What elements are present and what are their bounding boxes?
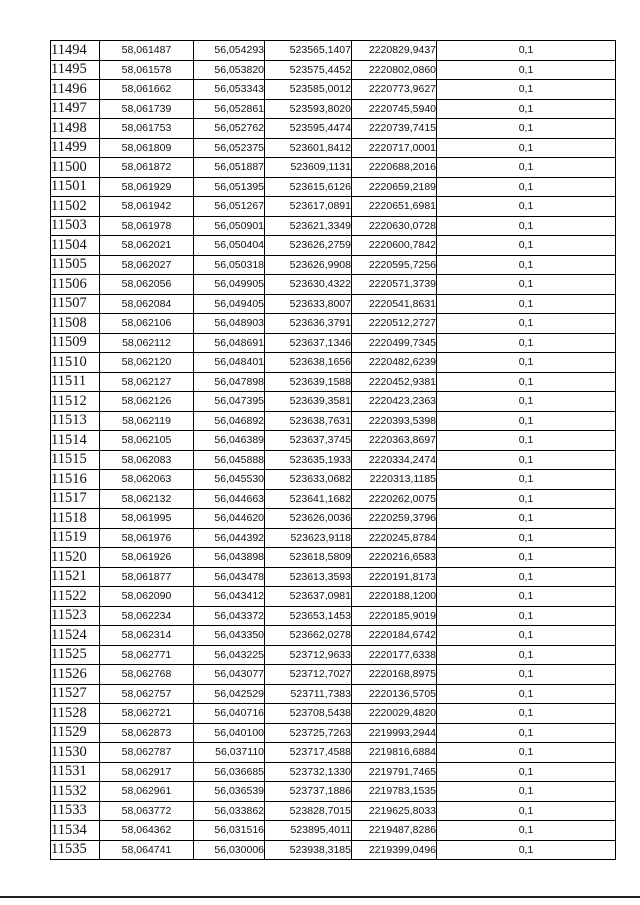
y-coordinate-cell: 2220029,4820 xyxy=(352,704,437,724)
table-row xyxy=(51,275,616,295)
longitude-cell: 56,050404 xyxy=(194,236,265,256)
latitude-cell: 58,062787 xyxy=(100,743,194,763)
table-row xyxy=(51,372,616,392)
point-number-cell: 11515 xyxy=(51,450,100,470)
x-coordinate-cell: 523626,0036 xyxy=(265,509,352,529)
x-coordinate-cell: 523712,7027 xyxy=(265,665,352,685)
x-coordinate-cell: 523828,7015 xyxy=(265,801,352,821)
table-row xyxy=(51,255,616,275)
longitude-cell: 56,043225 xyxy=(194,645,265,665)
longitude-cell: 56,048401 xyxy=(194,353,265,373)
accuracy-cell: 0,1 xyxy=(437,743,616,763)
x-coordinate-cell: 523626,9908 xyxy=(265,255,352,275)
accuracy-cell: 0,1 xyxy=(437,255,616,275)
y-coordinate-cell: 2219791,7465 xyxy=(352,762,437,782)
latitude-cell: 58,061753 xyxy=(100,119,194,139)
x-coordinate-cell: 523595,4474 xyxy=(265,119,352,139)
point-number-cell: 11534 xyxy=(51,821,100,841)
point-number-cell: 11514 xyxy=(51,431,100,451)
longitude-cell: 56,050901 xyxy=(194,216,265,236)
longitude-cell: 56,051395 xyxy=(194,177,265,197)
table-row xyxy=(51,762,616,782)
x-coordinate-cell: 523617,0891 xyxy=(265,197,352,217)
accuracy-cell: 0,1 xyxy=(437,470,616,490)
x-coordinate-cell: 523593,8020 xyxy=(265,99,352,119)
accuracy-cell: 0,1 xyxy=(437,587,616,607)
latitude-cell: 58,061739 xyxy=(100,99,194,119)
longitude-cell: 56,052762 xyxy=(194,119,265,139)
x-coordinate-cell: 523623,9118 xyxy=(265,528,352,548)
table-row xyxy=(51,548,616,568)
y-coordinate-cell: 2220512,2727 xyxy=(352,314,437,334)
table-row xyxy=(51,99,616,119)
latitude-cell: 58,063772 xyxy=(100,801,194,821)
accuracy-cell: 0,1 xyxy=(437,626,616,646)
longitude-cell: 56,054293 xyxy=(194,41,265,61)
longitude-cell: 56,043372 xyxy=(194,606,265,626)
point-number-cell: 11505 xyxy=(51,255,100,275)
point-number-cell: 11507 xyxy=(51,294,100,314)
table-row xyxy=(51,392,616,412)
table-row xyxy=(51,216,616,236)
accuracy-cell: 0,1 xyxy=(437,684,616,704)
y-coordinate-cell: 2220259,3796 xyxy=(352,509,437,529)
longitude-cell: 56,053343 xyxy=(194,80,265,100)
longitude-cell: 56,036685 xyxy=(194,762,265,782)
table-row xyxy=(51,119,616,139)
point-number-cell: 11504 xyxy=(51,236,100,256)
table-row xyxy=(51,528,616,548)
point-number-cell: 11496 xyxy=(51,80,100,100)
table-row xyxy=(51,177,616,197)
x-coordinate-cell: 523737,1886 xyxy=(265,782,352,802)
latitude-cell: 58,062721 xyxy=(100,704,194,724)
x-coordinate-cell: 523630,4322 xyxy=(265,275,352,295)
point-number-cell: 11513 xyxy=(51,411,100,431)
point-number-cell: 11495 xyxy=(51,60,100,80)
y-coordinate-cell: 2219625,8033 xyxy=(352,801,437,821)
table-row xyxy=(51,645,616,665)
y-coordinate-cell: 2220802,0860 xyxy=(352,60,437,80)
y-coordinate-cell: 2220188,1200 xyxy=(352,587,437,607)
table-row xyxy=(51,80,616,100)
latitude-cell: 58,061872 xyxy=(100,158,194,178)
latitude-cell: 58,061487 xyxy=(100,41,194,61)
accuracy-cell: 0,1 xyxy=(437,606,616,626)
accuracy-cell: 0,1 xyxy=(437,333,616,353)
table-row xyxy=(51,353,616,373)
point-number-cell: 11535 xyxy=(51,840,100,860)
y-coordinate-cell: 2219783,1535 xyxy=(352,782,437,802)
point-number-cell: 11498 xyxy=(51,119,100,139)
accuracy-cell: 0,1 xyxy=(437,509,616,529)
x-coordinate-cell: 523635,1933 xyxy=(265,450,352,470)
accuracy-cell: 0,1 xyxy=(437,665,616,685)
x-coordinate-cell: 523639,1588 xyxy=(265,372,352,392)
accuracy-cell: 0,1 xyxy=(437,60,616,80)
x-coordinate-cell: 523609,1131 xyxy=(265,158,352,178)
y-coordinate-cell: 2220659,2189 xyxy=(352,177,437,197)
accuracy-cell: 0,1 xyxy=(437,119,616,139)
latitude-cell: 58,062314 xyxy=(100,626,194,646)
accuracy-cell: 0,1 xyxy=(437,704,616,724)
accuracy-cell: 0,1 xyxy=(437,353,616,373)
point-number-cell: 11509 xyxy=(51,333,100,353)
longitude-cell: 56,050318 xyxy=(194,255,265,275)
latitude-cell: 58,062768 xyxy=(100,665,194,685)
point-number-cell: 11524 xyxy=(51,626,100,646)
y-coordinate-cell: 2220245,8784 xyxy=(352,528,437,548)
point-number-cell: 11530 xyxy=(51,743,100,763)
longitude-cell: 56,053820 xyxy=(194,60,265,80)
table-row xyxy=(51,411,616,431)
longitude-cell: 56,042529 xyxy=(194,684,265,704)
x-coordinate-cell: 523725,7263 xyxy=(265,723,352,743)
latitude-cell: 58,062119 xyxy=(100,411,194,431)
table-row xyxy=(51,801,616,821)
longitude-cell: 56,052375 xyxy=(194,138,265,158)
latitude-cell: 58,062873 xyxy=(100,723,194,743)
y-coordinate-cell: 2220452,9381 xyxy=(352,372,437,392)
point-number-cell: 11499 xyxy=(51,138,100,158)
latitude-cell: 58,062084 xyxy=(100,294,194,314)
point-number-cell: 11519 xyxy=(51,528,100,548)
longitude-cell: 56,036539 xyxy=(194,782,265,802)
latitude-cell: 58,062771 xyxy=(100,645,194,665)
y-coordinate-cell: 2220363,8697 xyxy=(352,431,437,451)
y-coordinate-cell: 2220499,7345 xyxy=(352,333,437,353)
table-row xyxy=(51,450,616,470)
accuracy-cell: 0,1 xyxy=(437,314,616,334)
point-number-cell: 11516 xyxy=(51,470,100,490)
x-coordinate-cell: 523638,1656 xyxy=(265,353,352,373)
y-coordinate-cell: 2220482,6239 xyxy=(352,353,437,373)
table-row xyxy=(51,197,616,217)
latitude-cell: 58,062126 xyxy=(100,392,194,412)
accuracy-cell: 0,1 xyxy=(437,177,616,197)
accuracy-cell: 0,1 xyxy=(437,801,616,821)
latitude-cell: 58,062105 xyxy=(100,431,194,451)
accuracy-cell: 0,1 xyxy=(437,567,616,587)
table-row xyxy=(51,294,616,314)
latitude-cell: 58,062027 xyxy=(100,255,194,275)
table-row xyxy=(51,236,616,256)
latitude-cell: 58,062917 xyxy=(100,762,194,782)
point-number-cell: 11512 xyxy=(51,392,100,412)
longitude-cell: 56,040100 xyxy=(194,723,265,743)
accuracy-cell: 0,1 xyxy=(437,197,616,217)
point-number-cell: 11526 xyxy=(51,665,100,685)
point-number-cell: 11500 xyxy=(51,158,100,178)
point-number-cell: 11528 xyxy=(51,704,100,724)
table-row xyxy=(51,314,616,334)
x-coordinate-cell: 523895,4011 xyxy=(265,821,352,841)
latitude-cell: 58,062112 xyxy=(100,333,194,353)
table-row xyxy=(51,509,616,529)
table-row xyxy=(51,606,616,626)
y-coordinate-cell: 2220829,9437 xyxy=(352,41,437,61)
y-coordinate-cell: 2220191,8173 xyxy=(352,567,437,587)
accuracy-cell: 0,1 xyxy=(437,762,616,782)
longitude-cell: 56,043898 xyxy=(194,548,265,568)
accuracy-cell: 0,1 xyxy=(437,645,616,665)
latitude-cell: 58,062021 xyxy=(100,236,194,256)
latitude-cell: 58,061926 xyxy=(100,548,194,568)
x-coordinate-cell: 523585,0012 xyxy=(265,80,352,100)
longitude-cell: 56,048691 xyxy=(194,333,265,353)
table-row xyxy=(51,782,616,802)
point-number-cell: 11517 xyxy=(51,489,100,509)
table-row xyxy=(51,723,616,743)
x-coordinate-cell: 523637,1346 xyxy=(265,333,352,353)
y-coordinate-cell: 2220393,5398 xyxy=(352,411,437,431)
longitude-cell: 56,046892 xyxy=(194,411,265,431)
longitude-cell: 56,044392 xyxy=(194,528,265,548)
accuracy-cell: 0,1 xyxy=(437,99,616,119)
y-coordinate-cell: 2220630,0728 xyxy=(352,216,437,236)
point-number-cell: 11531 xyxy=(51,762,100,782)
table-row xyxy=(51,41,616,61)
longitude-cell: 56,043412 xyxy=(194,587,265,607)
y-coordinate-cell: 2220313,1185 xyxy=(352,470,437,490)
latitude-cell: 58,062757 xyxy=(100,684,194,704)
coordinates-table-body xyxy=(51,41,616,860)
accuracy-cell: 0,1 xyxy=(437,158,616,178)
x-coordinate-cell: 523712,9633 xyxy=(265,645,352,665)
longitude-cell: 56,047898 xyxy=(194,372,265,392)
point-number-cell: 11508 xyxy=(51,314,100,334)
table-row xyxy=(51,489,616,509)
accuracy-cell: 0,1 xyxy=(437,294,616,314)
table-row xyxy=(51,333,616,353)
x-coordinate-cell: 523938,3185 xyxy=(265,840,352,860)
x-coordinate-cell: 523638,7631 xyxy=(265,411,352,431)
y-coordinate-cell: 2220571,3739 xyxy=(352,275,437,295)
table-row xyxy=(51,704,616,724)
y-coordinate-cell: 2219816,6884 xyxy=(352,743,437,763)
y-coordinate-cell: 2220739,7415 xyxy=(352,119,437,139)
table-row xyxy=(51,587,616,607)
x-coordinate-cell: 523621,3349 xyxy=(265,216,352,236)
x-coordinate-cell: 523633,8007 xyxy=(265,294,352,314)
longitude-cell: 56,040716 xyxy=(194,704,265,724)
latitude-cell: 58,061877 xyxy=(100,567,194,587)
y-coordinate-cell: 2220168,8975 xyxy=(352,665,437,685)
longitude-cell: 56,049405 xyxy=(194,294,265,314)
longitude-cell: 56,046389 xyxy=(194,431,265,451)
y-coordinate-cell: 2220600,7842 xyxy=(352,236,437,256)
y-coordinate-cell: 2220745,5940 xyxy=(352,99,437,119)
table-row xyxy=(51,431,616,451)
y-coordinate-cell: 2219993,2944 xyxy=(352,723,437,743)
table-row xyxy=(51,626,616,646)
x-coordinate-cell: 523633,0682 xyxy=(265,470,352,490)
accuracy-cell: 0,1 xyxy=(437,782,616,802)
y-coordinate-cell: 2220717,0001 xyxy=(352,138,437,158)
latitude-cell: 58,062083 xyxy=(100,450,194,470)
longitude-cell: 56,048903 xyxy=(194,314,265,334)
latitude-cell: 58,062090 xyxy=(100,587,194,607)
point-number-cell: 11532 xyxy=(51,782,100,802)
latitude-cell: 58,064362 xyxy=(100,821,194,841)
latitude-cell: 58,061976 xyxy=(100,528,194,548)
y-coordinate-cell: 2220136,5705 xyxy=(352,684,437,704)
latitude-cell: 58,062106 xyxy=(100,314,194,334)
table-row xyxy=(51,138,616,158)
accuracy-cell: 0,1 xyxy=(437,392,616,412)
point-number-cell: 11518 xyxy=(51,509,100,529)
latitude-cell: 58,062056 xyxy=(100,275,194,295)
accuracy-cell: 0,1 xyxy=(437,548,616,568)
latitude-cell: 58,061809 xyxy=(100,138,194,158)
latitude-cell: 58,064741 xyxy=(100,840,194,860)
longitude-cell: 56,043077 xyxy=(194,665,265,685)
longitude-cell: 56,045888 xyxy=(194,450,265,470)
coordinates-table xyxy=(50,40,616,860)
latitude-cell: 58,061662 xyxy=(100,80,194,100)
latitude-cell: 58,061929 xyxy=(100,177,194,197)
point-number-cell: 11523 xyxy=(51,606,100,626)
y-coordinate-cell: 2220262,0075 xyxy=(352,489,437,509)
point-number-cell: 11506 xyxy=(51,275,100,295)
latitude-cell: 58,061942 xyxy=(100,197,194,217)
latitude-cell: 58,062120 xyxy=(100,353,194,373)
accuracy-cell: 0,1 xyxy=(437,528,616,548)
x-coordinate-cell: 523626,2759 xyxy=(265,236,352,256)
point-number-cell: 11521 xyxy=(51,567,100,587)
accuracy-cell: 0,1 xyxy=(437,138,616,158)
y-coordinate-cell: 2220334,2474 xyxy=(352,450,437,470)
table-row xyxy=(51,567,616,587)
accuracy-cell: 0,1 xyxy=(437,723,616,743)
point-number-cell: 11510 xyxy=(51,353,100,373)
longitude-cell: 56,052861 xyxy=(194,99,265,119)
latitude-cell: 58,062132 xyxy=(100,489,194,509)
point-number-cell: 11529 xyxy=(51,723,100,743)
table-row xyxy=(51,743,616,763)
y-coordinate-cell: 2220595,7256 xyxy=(352,255,437,275)
point-number-cell: 11520 xyxy=(51,548,100,568)
x-coordinate-cell: 523565,1407 xyxy=(265,41,352,61)
latitude-cell: 58,061995 xyxy=(100,509,194,529)
table-row xyxy=(51,840,616,860)
x-coordinate-cell: 523618,5809 xyxy=(265,548,352,568)
x-coordinate-cell: 523653,1453 xyxy=(265,606,352,626)
latitude-cell: 58,061978 xyxy=(100,216,194,236)
page-bottom-rule xyxy=(0,896,640,898)
point-number-cell: 11511 xyxy=(51,372,100,392)
y-coordinate-cell: 2219399,0496 xyxy=(352,840,437,860)
accuracy-cell: 0,1 xyxy=(437,840,616,860)
latitude-cell: 58,062127 xyxy=(100,372,194,392)
point-number-cell: 11501 xyxy=(51,177,100,197)
accuracy-cell: 0,1 xyxy=(437,821,616,841)
y-coordinate-cell: 2219487,8286 xyxy=(352,821,437,841)
point-number-cell: 11502 xyxy=(51,197,100,217)
table-row xyxy=(51,821,616,841)
longitude-cell: 56,049905 xyxy=(194,275,265,295)
point-number-cell: 11533 xyxy=(51,801,100,821)
accuracy-cell: 0,1 xyxy=(437,372,616,392)
longitude-cell: 56,033862 xyxy=(194,801,265,821)
latitude-cell: 58,062063 xyxy=(100,470,194,490)
y-coordinate-cell: 2220216,6583 xyxy=(352,548,437,568)
accuracy-cell: 0,1 xyxy=(437,411,616,431)
x-coordinate-cell: 523732,1330 xyxy=(265,762,352,782)
table-row xyxy=(51,684,616,704)
longitude-cell: 56,044663 xyxy=(194,489,265,509)
x-coordinate-cell: 523717,4588 xyxy=(265,743,352,763)
y-coordinate-cell: 2220423,2363 xyxy=(352,392,437,412)
x-coordinate-cell: 523639,3581 xyxy=(265,392,352,412)
point-number-cell: 11527 xyxy=(51,684,100,704)
y-coordinate-cell: 2220185,9019 xyxy=(352,606,437,626)
x-coordinate-cell: 523601,8412 xyxy=(265,138,352,158)
x-coordinate-cell: 523711,7383 xyxy=(265,684,352,704)
y-coordinate-cell: 2220651,6981 xyxy=(352,197,437,217)
longitude-cell: 56,043350 xyxy=(194,626,265,646)
point-number-cell: 11494 xyxy=(51,41,100,61)
y-coordinate-cell: 2220773,9627 xyxy=(352,80,437,100)
y-coordinate-cell: 2220541,8631 xyxy=(352,294,437,314)
accuracy-cell: 0,1 xyxy=(437,489,616,509)
point-number-cell: 11525 xyxy=(51,645,100,665)
longitude-cell: 56,043478 xyxy=(194,567,265,587)
longitude-cell: 56,030006 xyxy=(194,840,265,860)
x-coordinate-cell: 523575,4452 xyxy=(265,60,352,80)
accuracy-cell: 0,1 xyxy=(437,216,616,236)
longitude-cell: 56,031516 xyxy=(194,821,265,841)
latitude-cell: 58,062234 xyxy=(100,606,194,626)
table-row xyxy=(51,158,616,178)
accuracy-cell: 0,1 xyxy=(437,80,616,100)
longitude-cell: 56,037110 xyxy=(194,743,265,763)
longitude-cell: 56,044620 xyxy=(194,509,265,529)
y-coordinate-cell: 2220688,2016 xyxy=(352,158,437,178)
latitude-cell: 58,061578 xyxy=(100,60,194,80)
accuracy-cell: 0,1 xyxy=(437,41,616,61)
x-coordinate-cell: 523637,3745 xyxy=(265,431,352,451)
x-coordinate-cell: 523613,3593 xyxy=(265,567,352,587)
longitude-cell: 56,051887 xyxy=(194,158,265,178)
longitude-cell: 56,045530 xyxy=(194,470,265,490)
table-row xyxy=(51,60,616,80)
x-coordinate-cell: 523641,1682 xyxy=(265,489,352,509)
x-coordinate-cell: 523637,0981 xyxy=(265,587,352,607)
accuracy-cell: 0,1 xyxy=(437,275,616,295)
point-number-cell: 11522 xyxy=(51,587,100,607)
accuracy-cell: 0,1 xyxy=(437,450,616,470)
point-number-cell: 11497 xyxy=(51,99,100,119)
accuracy-cell: 0,1 xyxy=(437,431,616,451)
x-coordinate-cell: 523615,6126 xyxy=(265,177,352,197)
accuracy-cell: 0,1 xyxy=(437,236,616,256)
latitude-cell: 58,062961 xyxy=(100,782,194,802)
longitude-cell: 56,047395 xyxy=(194,392,265,412)
y-coordinate-cell: 2220184,6742 xyxy=(352,626,437,646)
point-number-cell: 11503 xyxy=(51,216,100,236)
table-row xyxy=(51,665,616,685)
x-coordinate-cell: 523708,5438 xyxy=(265,704,352,724)
y-coordinate-cell: 2220177,6338 xyxy=(352,645,437,665)
x-coordinate-cell: 523662,0278 xyxy=(265,626,352,646)
table-row xyxy=(51,470,616,490)
longitude-cell: 56,051267 xyxy=(194,197,265,217)
x-coordinate-cell: 523636,3791 xyxy=(265,314,352,334)
